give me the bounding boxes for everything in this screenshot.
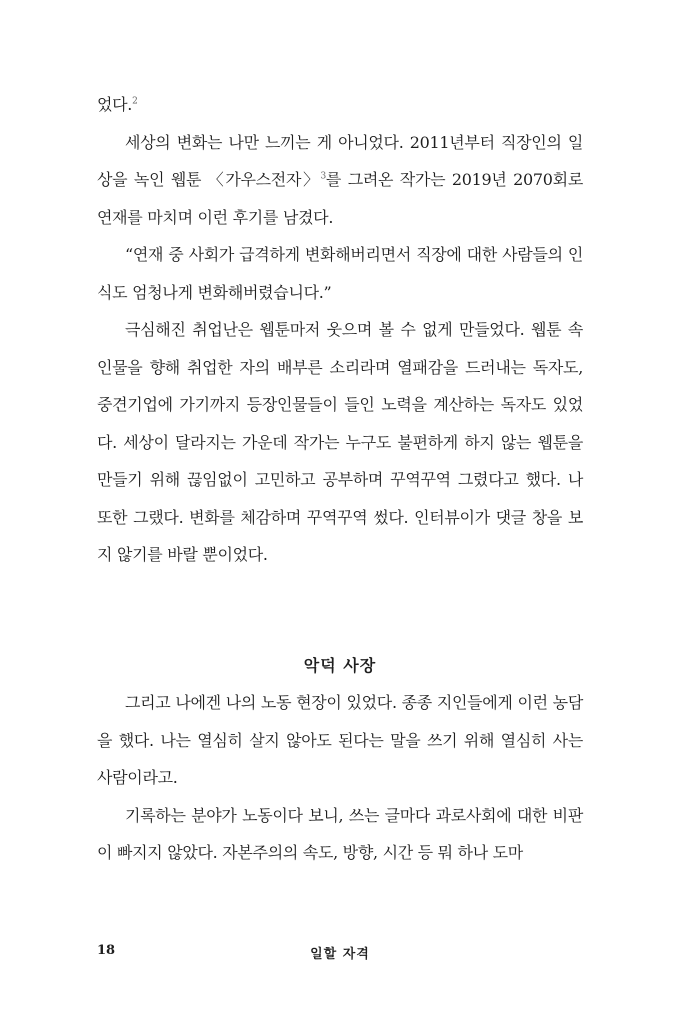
section-heading: 악덕 사장 [303,655,377,675]
paragraph-quote: “연재 중 사회가 급격하게 변화해버리면서 직장에 대한 사람들의 인식도 엄청나게 변화해버렸습니다.” [97,245,583,302]
continued-paragraph [97,86,583,124]
paragraph-webtoon-change [97,124,583,237]
paragraph-text: 를 그려온 작가는 2019년 2070회로 연재를 마치며 이런 후기를 남겼다. [97,170,583,227]
footnote-marker: 3 [320,171,326,182]
paragraph-overwork-society: 기록하는 분야가 노동이다 보니, 쓰는 글마다 과로사회에 대한 비판이 빠지지 않았다. 자본주의의 속도, 방향, 시간 등 뭐 하나 도마 [97,805,583,862]
running-title: 일할 자격 [310,947,370,962]
body-text [97,86,583,872]
section-gap [97,574,583,647]
paragraph-text: 세상의 변화는 나만 느끼는 게 아니었다. 2011년부터 직장인의 일상을 녹인 웹툰 〈가우스전자〉 [97,132,583,189]
paragraph-job-market: 극심해진 취업난은 웹툰마저 웃으며 볼 수 없게 만들었다. 웹툰 속 인물을 향해 취업한 자의 배부른 소리라며 열패감을 드러내는 독자도, 중견기업에 가기까지 등장인물들이 들인 노력을 계산하는 독자도 있었다. 세상이 달라지는 가운데 작가는 누구도 불편하게 하지 않는 웹툰을 만들기 위해 끊임없이 고민하고 공부하며 꾸역꾸역 그렸다고 했다. 나 또한 그랬다. 변화를 체감하며 꾸역꾸역 썼다. 인터뷰이가 댓글 창을 보지 않기를 바랄 뿐이었다. [97,320,583,564]
page-number: 18 [97,943,116,958]
paragraph-text: 었다. [97,95,133,114]
footnote-marker: 2 [132,96,138,107]
page-footer [97,943,583,963]
paragraph-labor-site: 그리고 나에겐 나의 노동 현장이 있었다. 종종 지인들에게 이런 농담을 했다. 나는 열심히 살지 않아도 된다는 말을 쓰기 위해 열심히 사는 사람이라고. [97,693,583,787]
